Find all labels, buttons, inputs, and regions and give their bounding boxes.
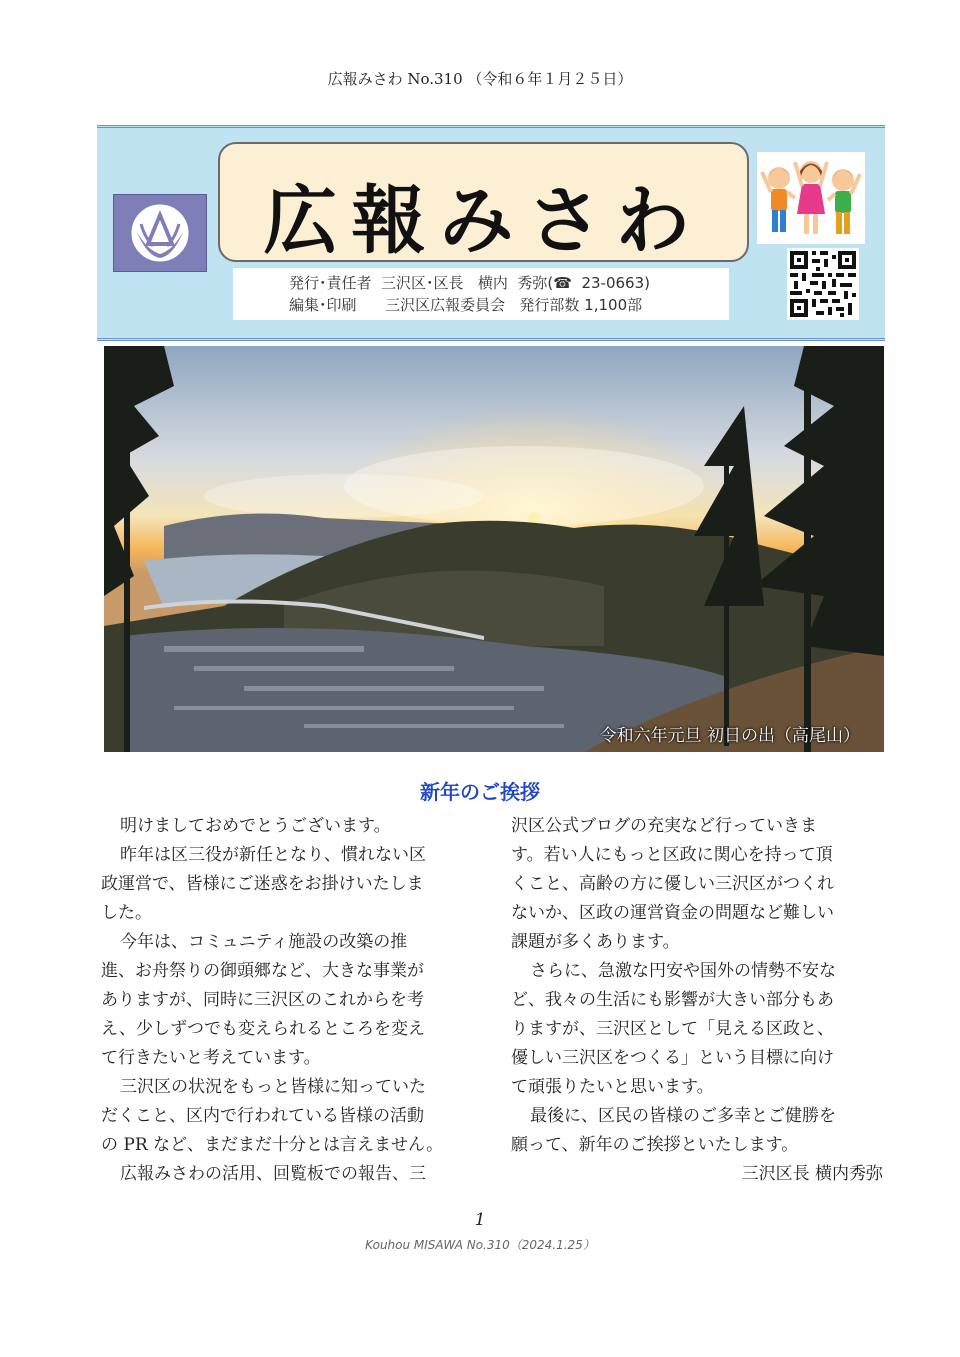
article-line: え、少しずつでも変えられるところを変え [101, 1019, 426, 1039]
editor-line: 編集･印刷 三沢区広報委員会 発行部数 1,100部 [289, 296, 643, 314]
article-line: 最後に、区民の皆様のご多幸とご健勝を [530, 1106, 836, 1126]
publisher-line: 発行･責任者 三沢区･区長 横内 秀弥(☎ 23-0663) [289, 274, 650, 292]
signature: 三沢区長 横内秀弥 [741, 1164, 883, 1184]
article-line: 沢区公式ブログの充実など行っていきま [511, 816, 817, 836]
article-line: だくこと、区内で行われている皆様の活動 [101, 1106, 424, 1126]
article-line: の PR など、まだまだ十分とは言えません。 [101, 1135, 444, 1155]
article-line: て頑張りたいと思います。 [511, 1077, 714, 1097]
article-line: 政運営で、皆様にご迷惑をお掛けいたしま [101, 874, 424, 894]
article-line: 進、お舟祭りの御頭郷など、大きな事業が [101, 961, 424, 981]
children-illustration-icon [757, 152, 865, 244]
article-column-left [101, 812, 473, 1189]
article-line: 昨年は区三役が新任となり、慣れない区 [120, 845, 426, 865]
article-line: 優しい三沢区をつくる」という目標に向け [511, 1048, 834, 1068]
article-line: 明けましておめでとうございます。 [120, 816, 391, 836]
footer-text: Kouhou MISAWA No.310（2024.1.25） [365, 1238, 595, 1252]
publisher-info [233, 268, 729, 320]
article-line: さらに、急激な円安や国外の情勢不安な [530, 961, 836, 981]
page-number: 1 [474, 1210, 486, 1230]
article-line: ありますが、同時に三沢区のこれからを考 [101, 990, 424, 1010]
article-line: ないか、区政の運営資金の問題など難しい [511, 903, 834, 923]
article-column-right [511, 812, 883, 1189]
article-line: した。 [101, 903, 152, 923]
issue-line: 広報みさわ No.310 （令和６年１月２５日） [327, 70, 633, 88]
new-year-sunrise-photo [104, 346, 884, 752]
district-emblem-icon [113, 194, 207, 272]
article-heading: 新年のご挨拶 [420, 780, 540, 804]
qr-code-icon[interactable] [787, 248, 859, 320]
article-line: て行きたいと考えています。 [101, 1048, 321, 1068]
article-line: す。若い人にもっと区政に関心を持って頂 [511, 845, 833, 865]
article-line: ど、我々の生活にも影響が大きい部分もあ [511, 990, 834, 1010]
title-box [218, 142, 749, 262]
article-line: 三沢区の状況をもっと皆様に知っていた [120, 1077, 426, 1097]
photo-caption: 令和六年元旦 初日の出（高尾山） [599, 726, 860, 746]
article-line: 願って、新年のご挨拶といたします。 [511, 1135, 799, 1155]
article-line: 今年は、コミュニティ施設の改築の推 [120, 932, 408, 952]
article-line: 広報みさわの活用、回覧板での報告、三 [120, 1164, 426, 1184]
article-line: りますが、三沢区として「見える区政と、 [511, 1019, 834, 1039]
masthead [97, 125, 885, 341]
article-line: 課題が多くあります。 [511, 932, 680, 952]
newsletter-title: 広報みさわ [263, 178, 704, 264]
article-line: くこと、高齢の方に優しい三沢区がつくれ [511, 874, 834, 894]
